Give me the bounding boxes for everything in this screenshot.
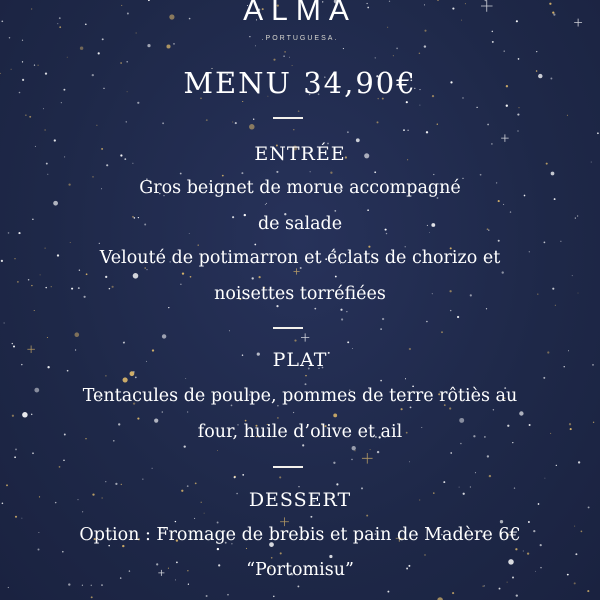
divider	[273, 466, 303, 468]
divider	[273, 117, 303, 119]
menu-title: MENU 34,90€	[183, 66, 417, 100]
dessert-line-1: Option : Fromage de brebis et pain de Madère 6€	[79, 525, 521, 545]
section-heading-dessert: DESSERT	[248, 489, 352, 511]
entree-line-2: de salade	[257, 214, 343, 234]
divider	[273, 327, 303, 329]
section-heading-entree: ENTRÉE	[254, 143, 346, 165]
entree-line-4: noisettes torréfiées	[214, 284, 386, 304]
section-heading-plat: PLAT	[272, 349, 328, 371]
brand-tagline: .PORTUGUESA.	[261, 35, 339, 42]
plat-line-1: Tentacules de poulpe, pommes de terre rôtiès au	[82, 386, 518, 406]
plat-line-2: four, huile d’olive et ail	[197, 422, 403, 442]
entree-line-1: Gros beignet de morue accompagné	[139, 178, 461, 198]
dessert-line-2: “Portomisu”	[246, 560, 354, 580]
entree-line-3: Velouté de potimarron et éclats de chorizo et	[99, 248, 501, 268]
brand-logo: ALMA	[243, 0, 357, 27]
